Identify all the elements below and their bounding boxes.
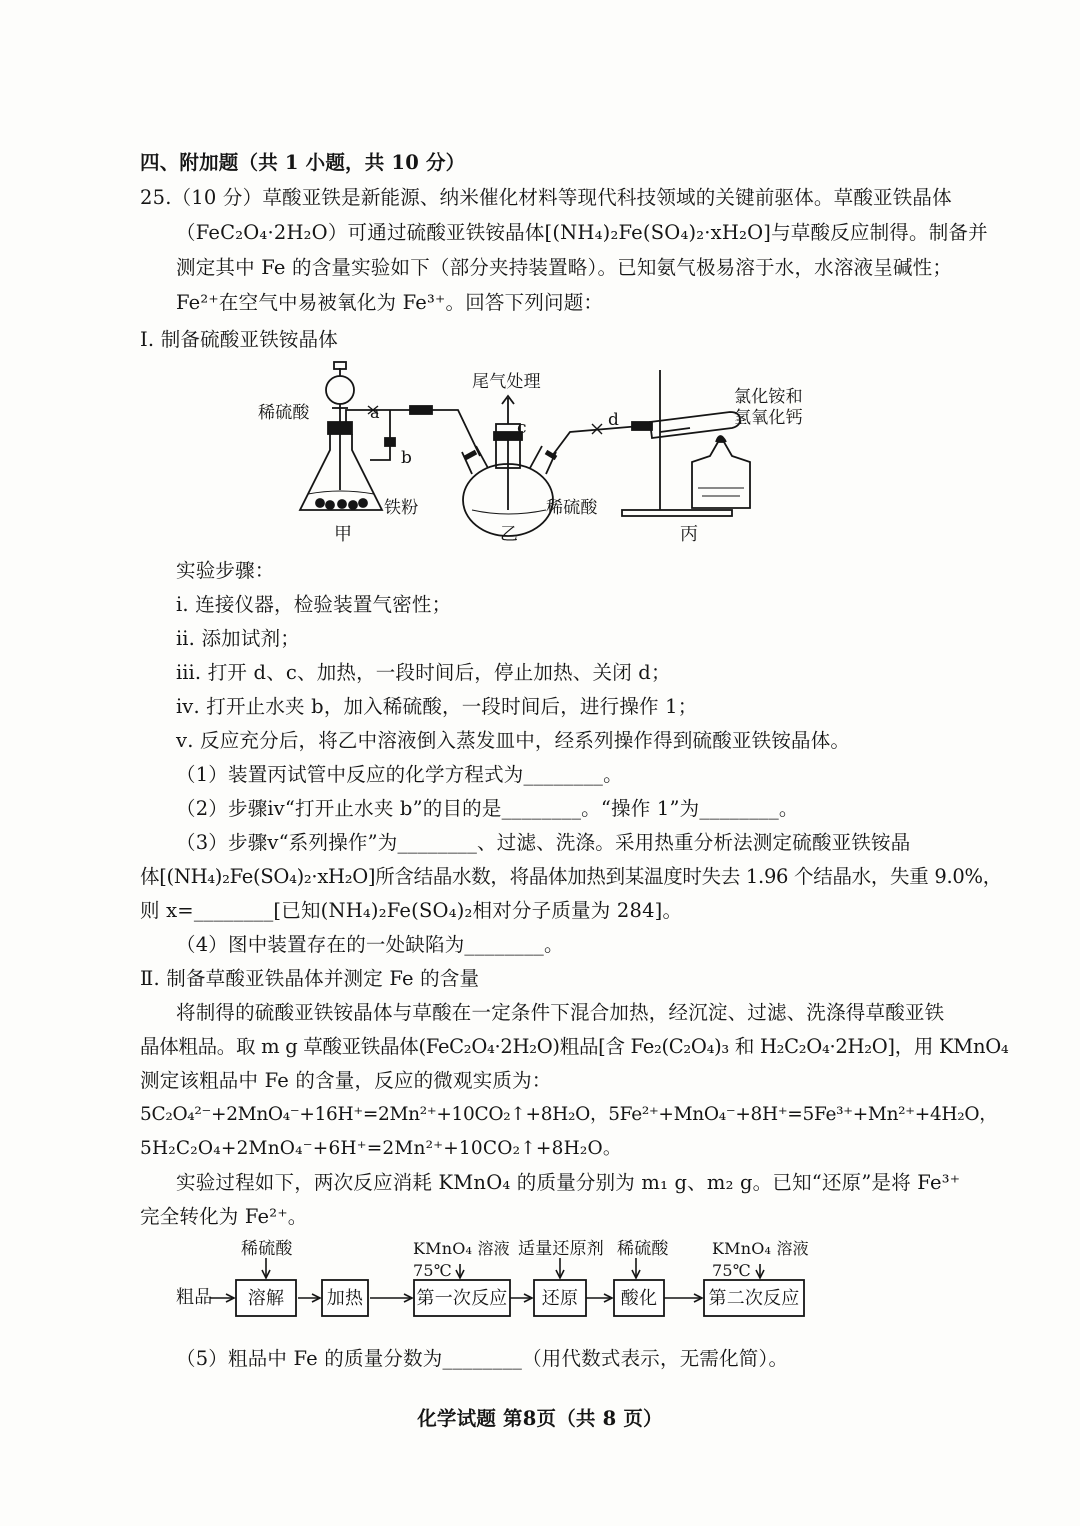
label-iron-powder: 铁粉: [384, 498, 419, 518]
subquestion-5: （5）粗品中 Fe 的质量分数为________（用代数式表示，无需化简）。: [176, 1347, 789, 1370]
flow-box-dissolve: 溶解: [247, 1288, 285, 1309]
label-jia: 甲: [334, 524, 353, 545]
question-line-3: 测定其中 Fe 的含量实验如下（部分夹持装置略）。已知氨气极易溶于水，水溶液呈碱性；: [176, 256, 953, 279]
label-c: c: [517, 418, 527, 438]
step-1: ⅰ. 连接仪器，检验装置气密性；: [176, 593, 452, 616]
step-5: ⅴ. 反应充分后，将乙中溶液倒入蒸发皿中，经系列操作得到硫酸亚铁铵晶体。: [176, 729, 851, 752]
flow-box-reduce: 还原: [541, 1288, 579, 1309]
flow-top-second-2: 75℃: [712, 1261, 751, 1280]
flow-box-second-reaction: 第二次反应: [708, 1288, 800, 1309]
flow-top-first-1: KMnO₄ 溶液: [413, 1239, 510, 1258]
label-b: b: [401, 448, 413, 468]
part2-para1-line1: 将制得的硫酸亚铁铵晶体与草酸在一定条件下混合加热，经沉淀、过滤、洗涤得草酸亚铁: [176, 1001, 945, 1024]
step-2: ⅱ. 添加试剂；: [176, 627, 300, 650]
part2-title: Ⅱ. 制备草酸亚铁晶体并测定 Fe 的含量: [140, 967, 480, 990]
part2-para1-line3: 测定该粗品中 Fe 的含量，反应的微观实质为：: [140, 1069, 552, 1092]
flow-top-first-2: 75℃: [413, 1261, 452, 1280]
equation-line-2: 5H₂C₂O₄+2MnO₄⁻+6H⁺=2Mn²⁺+10CO₂↑+8H₂O。: [140, 1138, 622, 1159]
part2-para2-line1: 实验过程如下，两次反应消耗 KMnO₄ 的质量分别为 m₁ g、m₂ g。已知“还原”是将 Fe³⁺: [176, 1171, 961, 1194]
label-a: a: [370, 403, 380, 422]
flow-box-acidify: 酸化: [620, 1288, 658, 1309]
page-footer: 化学试题 第8页（共 8 页）: [417, 1407, 663, 1430]
label-reagent-line2: 氢氧化钙: [734, 408, 803, 428]
equation-line-1: 5C₂O₄²⁻+2MnO₄⁻+16H⁺=2Mn²⁺+10CO₂↑+8H₂O，5Fe²⁺+MnO₄⁻+8H⁺=5Fe³⁺+Mn²⁺+4H₂O，: [140, 1104, 998, 1125]
flow-top-reduce: 适量还原剂: [518, 1239, 604, 1259]
flow-box-heat: 加热: [326, 1288, 364, 1309]
step-3: ⅲ. 打开 d、c、加热，一段时间后，停止加热、关闭 d；: [176, 661, 671, 684]
step-4: ⅳ. 打开止水夹 b，加入稀硫酸，一段时间后，进行操作 1；: [176, 695, 698, 718]
label-dilute-h2so4-mid: 稀硫酸: [546, 498, 598, 518]
label-bing: 丙: [680, 524, 699, 545]
question-line-2: （FeC₂O₄·2H₂O）可通过硫酸亚铁铵晶体[(NH₄)₂Fe(SO₄)₂·xH₂O]与草酸反应制得。制备并: [176, 221, 988, 244]
label-d: d: [608, 410, 620, 430]
label-dilute-h2so4-left: 稀硫酸: [258, 403, 310, 423]
part2-para2-line2: 完全转化为 Fe²⁺。: [140, 1205, 308, 1228]
subquestion-3-line-1: （3）步骤ⅴ“系列操作”为________、过滤、洗涤。采用热重分析法测定硫酸亚铁铵晶: [176, 831, 911, 854]
section-header: 四、附加题（共 1 小题，共 10 分）: [140, 151, 466, 174]
subquestion-4: （4）图中装置存在的一处缺陷为________。: [176, 933, 564, 956]
subquestion-2: （2）步骤ⅳ“打开止水夹 b”的目的是________。“操作 1”为________。: [176, 797, 799, 820]
flow-top-acid: 稀硫酸: [617, 1239, 669, 1259]
flow-start: 粗品: [176, 1287, 213, 1308]
flow-box-first-reaction: 第一次反应: [416, 1288, 508, 1309]
subquestion-1: （1）装置丙试管中反应的化学方程式为________。: [176, 763, 623, 786]
flow-top-second-1: KMnO₄ 溶液: [712, 1239, 809, 1258]
label-exhaust: 尾气处理: [472, 372, 541, 392]
question-line-4: Fe²⁺在空气中易被氧化为 Fe³⁺。回答下列问题：: [176, 291, 604, 314]
flow-top-dissolve: 稀硫酸: [241, 1239, 293, 1259]
steps-title: 实验步骤：: [176, 559, 275, 582]
label-yi: 乙: [500, 524, 519, 545]
question-line-1: 25.（10 分）草酸亚铁是新能源、纳米催化材料等现代科技领域的关键前驱体。草酸亚铁晶体: [140, 186, 952, 209]
label-reagent-line1: 氯化铵和: [734, 387, 803, 407]
subquestion-3-line-3: 则 x=________[已知(NH₄)₂Fe(SO₄)₂相对分子质量为 284]。: [140, 899, 683, 922]
part2-para1-line2: 晶体粗品。取 m g 草酸亚铁晶体(FeC₂O₄·2H₂O)粗品[含 Fe₂(C₂O₄)₃ 和 H₂C₂O₄·2H₂O]，用 KMnO₄: [140, 1035, 1009, 1058]
subquestion-3-line-2: 体[(NH₄)₂Fe(SO₄)₂·xH₂O]所含结晶水数，将晶体加热到某温度时失去 1.96 个结晶水，失重 9.0%，: [140, 865, 1002, 888]
part1-title: Ⅰ. 制备硫酸亚铁铵晶体: [140, 328, 338, 351]
